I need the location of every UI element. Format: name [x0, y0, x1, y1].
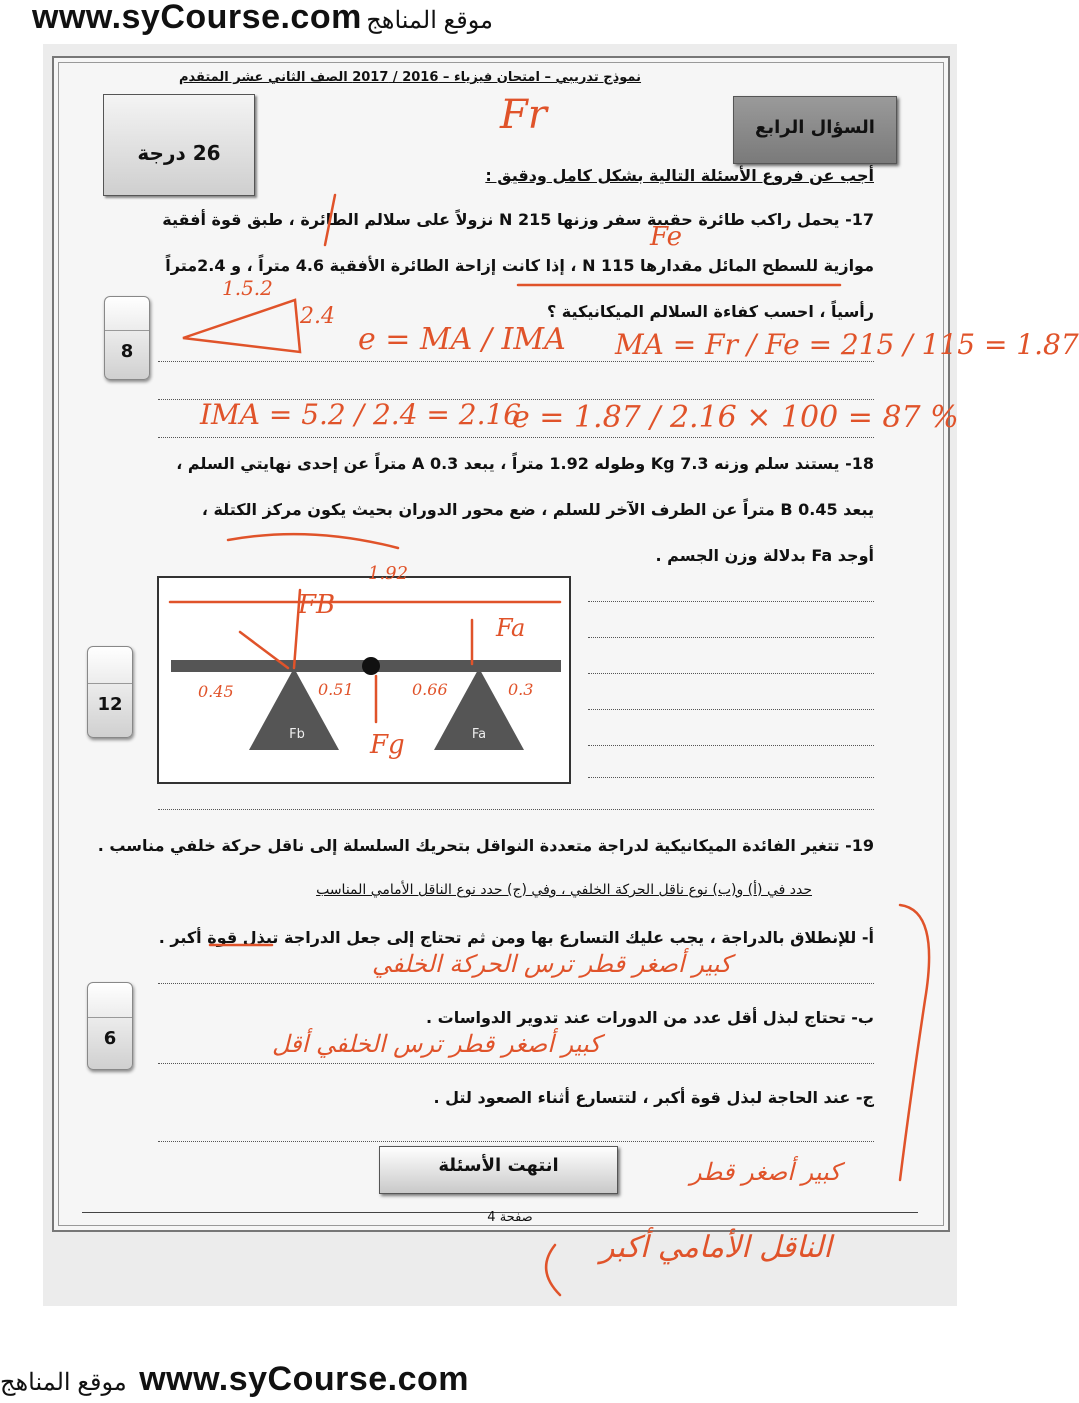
hand-d1: 0.45 — [198, 682, 234, 701]
hand-answer-b: كبير أصغر قطر ترس الخلفي أقل — [272, 1030, 601, 1058]
hand-d3: 0.66 — [412, 680, 448, 699]
hand-mark — [325, 195, 335, 245]
support-a-label: Fa — [471, 727, 487, 742]
hand-paren — [546, 1245, 560, 1295]
q19-a: أ- للإنطلاق بالدراجة ، يجب عليك التسارع بها ومن ثم تحتاج إلى جعل الدراجة تبذل قوة أكبر . — [158, 928, 874, 947]
q19-line1: 19- تتغير الفائدة الميكانيكية لدراجة متعددة النواقل بتحريك السلسلة إلى ناقل حركة خلفي مناسب . — [97, 836, 874, 855]
hand-beam-length: 1.92 — [368, 563, 409, 584]
hand-eff-formula: e = MA / IMA — [358, 322, 566, 357]
hand-tri-side: 2.4 — [300, 304, 335, 329]
watermark-url: www.syCourse.com — [32, 0, 362, 36]
q17-line1: 17- يحمل راكب طائرة حقيبة سفر وزنها 215 N نزولاً على سلالم الطائرة ، طبق قوة أفقية — [162, 210, 874, 229]
end-label: انتهت الأسئلة — [438, 1155, 559, 1176]
q18-score: 12 — [97, 694, 123, 715]
exam-header: نموذج تدريبي – امتحان فيزياء – 2016 / 2017 الصف الثاني عشر المتقدم — [178, 70, 642, 85]
q18-line3: أوجد Fa بدلالة وزن الجسم . — [655, 546, 874, 565]
q17-line3: رأسياً ، احسب كفاءة السلالم الميكانيكية ؟ — [546, 302, 874, 321]
hand-bracket — [900, 905, 929, 1180]
hand-answer-c: كبير أصغر قطر — [690, 1158, 841, 1186]
q18-line1: 18- يستند سلم وزنه 7.3 Kg وطوله 1.92 متراً ، يبعد A 0.3 متراً عن إحدى نهايتي السلم ، — [176, 454, 874, 473]
q17-score: 8 — [120, 340, 134, 362]
hand-ma-formula: MA = Fr / Fe = 215 / 115 = 1.87 — [615, 328, 1079, 361]
hand-tri-hyp: 1.5.2 — [222, 276, 273, 300]
hand-efficiency-result: e = 1.87 / 2.16 × 100 = 87 % — [512, 400, 959, 435]
hand-fa: Fa — [496, 614, 526, 642]
grade-label: 26 درجة — [137, 141, 221, 165]
watermark-bottom — [0, 1360, 469, 1399]
instruction: أجب عن فروع الأسئلة التالية بشكل كامل ودقيق : — [485, 166, 874, 185]
hand-r-arrow — [240, 632, 288, 668]
page-number: صفحة 4 — [487, 1210, 533, 1225]
watermark-site-name: موقع المناهج — [0, 1369, 127, 1396]
hand-answer-c2: الناقل الأمامي أكبر — [600, 1230, 832, 1265]
section-title: السؤال الرابع — [755, 117, 875, 138]
q18-line2: يبعد B 0.45 متراً عن الطرف الآخر للسلم ، ضع محور الدوران بحيث يكون مركز الكتلة ، — [201, 500, 874, 519]
q19-c: ج- عند الحاجة لبذل قوة أكبر ، لتتسارع أثناء الصعود لتل . — [433, 1088, 874, 1107]
hand-fe: Fe — [650, 222, 683, 252]
hand-triangle — [183, 300, 300, 352]
hand-fg: Fg — [370, 730, 405, 760]
q17-line2: موازية للسطح المائل مقدارها 115 N ، إذا كانت إزاحة الطائرة الأفقية 4.6 متراً ، و 2.4متراً — [165, 256, 874, 275]
hand-d4: 0.3 — [508, 680, 534, 699]
q19-score: 6 — [103, 1028, 117, 1050]
watermark-site-name: موقع المناهج — [366, 7, 494, 34]
hand-d2: 0.51 — [318, 680, 354, 699]
hand-answer-a: كبير أصغر قطر ترس الحركة الخلفي — [372, 950, 732, 978]
support-b-label: Fb — [289, 727, 305, 742]
watermark-url: www.syCourse.com — [139, 1360, 470, 1398]
q19-b: ب- تحتاج لبذل أقل عدد من الدورات عند تدوير الدواسات . — [426, 1008, 874, 1027]
hand-curve — [228, 534, 398, 548]
hand-ima-formula: IMA = 5.2 / 2.4 = 2.16 — [200, 398, 522, 431]
hand-fr: Fr — [500, 92, 547, 138]
q19-line2: حدد في (أ) و(ب) نوع ناقل الحركة الخلفي ، وفي (ج) حدد نوع الناقل الأمامي المناسب — [316, 882, 812, 898]
hand-fb: FB — [298, 590, 336, 620]
